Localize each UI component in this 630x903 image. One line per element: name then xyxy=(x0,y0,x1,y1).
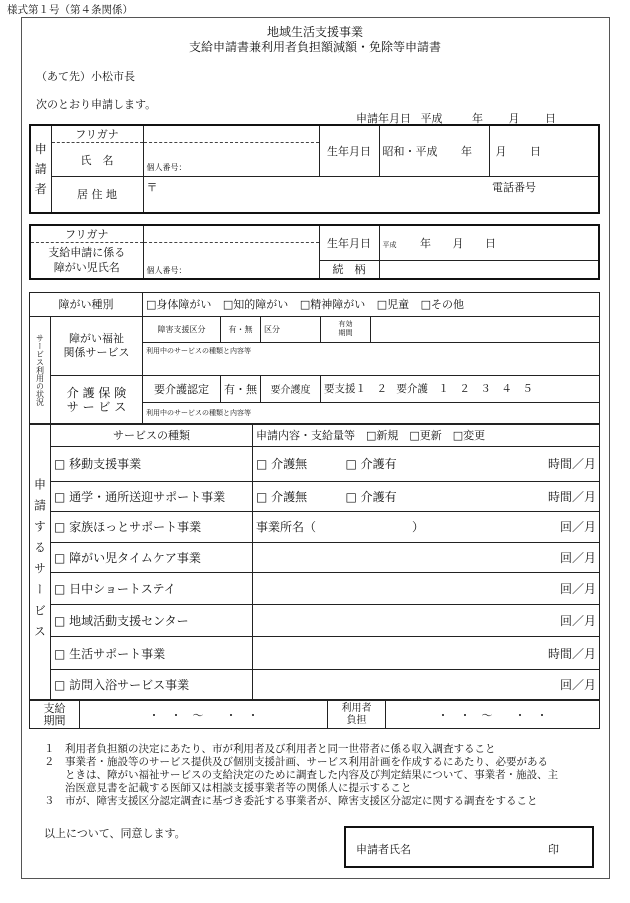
child-birth-month: 月 xyxy=(452,237,464,250)
form-number: 様式第１号（第４条関係） xyxy=(7,4,133,16)
consent-text: 以上について、同意します。 xyxy=(44,827,186,840)
applicant-birth-era: 昭和・平成 xyxy=(382,145,438,158)
valid-line1: 有効 xyxy=(338,320,353,329)
applicant-name-label: 氏 名 xyxy=(51,143,143,177)
activity-center-unit[interactable]: 回／月 xyxy=(253,605,600,637)
office-name-field[interactable]: 事業所名（ ） xyxy=(253,512,451,542)
service-kind-header: サービスの種類 xyxy=(51,425,253,447)
care-cert-label: 要介護認定 xyxy=(143,376,221,402)
welfare-in-use-field[interactable] xyxy=(143,343,600,376)
consent-notes xyxy=(44,743,558,808)
service-row-life-support[interactable]: □ 生活サポート事業 xyxy=(51,637,253,669)
care-in-use-field[interactable] xyxy=(143,402,600,423)
child-table xyxy=(29,224,600,280)
transport-unit: 時間／月 xyxy=(451,482,600,512)
option-physical[interactable]: □身体障がい xyxy=(146,298,212,312)
child-relation-field[interactable] xyxy=(379,261,599,279)
child-timecare-unit[interactable]: 回／月 xyxy=(253,542,600,572)
service-row-family-support[interactable]: □ 家族ほっとサポート事業 xyxy=(51,512,253,542)
care-insurance-label xyxy=(51,376,143,424)
care-levels: 要介護 １ ２ ３ ４ ５ xyxy=(396,383,533,396)
note-2a: ２ 事業者・施設等のサービス提供及び個別支援計画、サービス利用計画を作成するにあたり、必要がある xyxy=(44,756,548,768)
application-date-month: 月 xyxy=(508,112,520,125)
burden-label xyxy=(328,701,386,729)
care-label-line2: サ ー ビ ス xyxy=(66,399,127,414)
valid-period-label xyxy=(321,316,371,342)
services-section-label: 申請するサービス xyxy=(30,425,51,700)
applicant-phone-label: 電話番号 xyxy=(492,181,536,194)
applicant-phone-field[interactable] xyxy=(489,177,599,213)
child-birth-field[interactable] xyxy=(379,225,599,261)
burden-label-line2: 負担 xyxy=(346,714,367,726)
disability-type-label: 障がい種別 xyxy=(30,293,143,317)
applicant-birth-year: 年 xyxy=(461,145,472,158)
period-label xyxy=(30,701,80,729)
mobility-care-yes[interactable]: □ 介護有 xyxy=(343,446,451,482)
note-2c: 治医意見書を記載する医師又は相談支援事業者等の関係人に提示すること xyxy=(44,782,412,794)
applicant-address-field[interactable] xyxy=(143,177,489,213)
period-table xyxy=(29,700,600,729)
service-status-table xyxy=(29,292,600,424)
welfare-service-label xyxy=(51,316,143,376)
note-1: １ 利用者負担額の決定にあたり、市が利用者及び利用者と同一世帯者に係る収入調査すること xyxy=(44,743,496,755)
valid-line2: 期間 xyxy=(338,329,353,338)
burden-label-line1: 利用者 xyxy=(341,702,372,714)
option-child[interactable]: □児童 xyxy=(376,298,410,312)
valid-period-field[interactable] xyxy=(371,316,600,342)
care-in-use-label: 利用中のサービスの種類と内容等 xyxy=(146,408,251,417)
seal-mark: 印 xyxy=(548,843,559,856)
disability-options xyxy=(143,293,600,317)
period-label-line1: 支給 xyxy=(43,701,66,715)
title-line2: 支給申請書兼利用者負担額減額・免除等申請書 xyxy=(188,40,441,54)
child-birth-year: 年 xyxy=(420,237,431,250)
applicant-furigana-field[interactable] xyxy=(143,125,319,143)
application-date-era: 平成 xyxy=(420,112,443,125)
application-date-year: 年 xyxy=(472,112,483,125)
child-name-field[interactable] xyxy=(143,243,319,279)
child-label-line2: 障がい児氏名 xyxy=(53,261,120,275)
class-label: 区分 xyxy=(261,316,321,342)
postal-mark: 〒 xyxy=(146,181,158,194)
applicant-section-label: 申請者 xyxy=(30,125,51,213)
child-birth-day: 日 xyxy=(485,237,496,250)
note-3: ３ 市が、障害支援区分認定調査に基づき委託する事業者が、障害支援区分認定に関する調査をすること xyxy=(44,795,538,807)
addressee: （あて先）小松市長 xyxy=(36,70,135,83)
applicant-birth-label: 生年月日 xyxy=(319,125,379,177)
welfare-in-use-label: 利用中のサービスの種類と内容等 xyxy=(146,347,251,355)
family-support-unit: 回／月 xyxy=(451,512,600,542)
applicant-address-label: 居 住 地 xyxy=(51,177,143,213)
child-furigana-label: フリガナ xyxy=(30,225,143,243)
applicant-birth-month: 月 xyxy=(495,145,507,158)
support-levels: 要支援１ ２ xyxy=(324,383,387,396)
signature-label: 申請者氏名 xyxy=(356,843,411,856)
applicant-name-field[interactable] xyxy=(143,143,319,177)
transport-care-yes[interactable]: □ 介護有 xyxy=(343,482,451,512)
option-mental[interactable]: □精神障がい xyxy=(299,298,366,312)
option-other[interactable]: □その他 xyxy=(420,298,465,312)
child-individual-number: 個人番号： xyxy=(146,265,187,275)
applicant-individual-number: 個人番号： xyxy=(146,163,187,172)
child-birth-label: 生年月日 xyxy=(319,225,379,261)
applicant-birth-field[interactable] xyxy=(379,125,541,177)
support-class-label: 障害支援区分 xyxy=(143,316,221,342)
care-level-label: 要介護度 xyxy=(261,376,321,402)
service-content-header: 申請内容・支給量等 □新規 □更新 □変更 xyxy=(253,425,600,447)
application-date-label: 申請年月日 xyxy=(356,112,411,125)
applicant-table xyxy=(29,124,600,214)
mobility-unit: 時間／月 xyxy=(451,446,600,482)
service-row-activity-center[interactable]: □ 地域活動支援センター xyxy=(51,605,253,637)
note-2b: ときは、障がい福祉サービスの支給決定のために調査した内容及び判定結果について、事業者・施設、主 xyxy=(44,769,559,781)
care-level-options[interactable] xyxy=(321,376,600,402)
welfare-label-line1: 障がい福祉 xyxy=(69,332,124,346)
service-row-transport[interactable]: □ 通学・通所送迎サポート事業 xyxy=(51,482,253,512)
child-label-line1: 支給申請に係る xyxy=(48,246,126,260)
service-row-day-shortstay[interactable]: □ 日中ショートステイ xyxy=(51,572,253,604)
service-status-section-label: サービス利用の状況 xyxy=(30,316,51,423)
title-line1: 地域生活支援事業 xyxy=(266,25,363,39)
life-support-unit[interactable]: 時間／月 xyxy=(253,637,600,669)
intro-text: 次のとおり申請します。 xyxy=(36,98,157,111)
application-date-day: 日 xyxy=(545,112,556,125)
burden-field[interactable]: ・ ・ ～ ・ ・ xyxy=(386,701,600,729)
applicant-furigana-label: フリガナ xyxy=(51,125,143,143)
child-birth-era: 平成 xyxy=(382,241,397,249)
welfare-label-line2: 関係サービス xyxy=(63,346,130,360)
child-furigana-field[interactable] xyxy=(143,225,319,243)
period-label-line2: 期間 xyxy=(43,713,66,727)
option-intellectual[interactable]: □知的障がい xyxy=(222,298,289,312)
child-name-label xyxy=(30,243,143,279)
period-field[interactable]: ・ ・ ～ ・ ・ xyxy=(80,701,328,729)
child-relation-label: 続 柄 xyxy=(319,261,379,279)
signature-box[interactable] xyxy=(344,826,594,868)
service-row-mobility[interactable]: □ 移動支援事業 xyxy=(51,446,253,482)
care-cert-yes-no[interactable]: 有・無 xyxy=(221,376,261,402)
bathing-unit[interactable]: 回／月 xyxy=(253,669,600,699)
service-row-child-timecare[interactable]: □ 障がい児タイムケア事業 xyxy=(51,542,253,572)
service-row-bathing[interactable]: □ 訪問入浴サービス事業 xyxy=(51,669,253,699)
care-label-line1: 介 護 保 険 xyxy=(66,385,127,400)
mobility-care-none[interactable]: □ 介護無 xyxy=(253,446,343,482)
day-shortstay-unit[interactable]: 回／月 xyxy=(253,572,600,604)
support-class-yes-no[interactable]: 有・無 xyxy=(221,316,261,342)
transport-care-none[interactable]: □ 介護無 xyxy=(253,482,343,512)
services-table xyxy=(29,424,600,700)
applicant-birth-day: 日 xyxy=(530,145,541,158)
